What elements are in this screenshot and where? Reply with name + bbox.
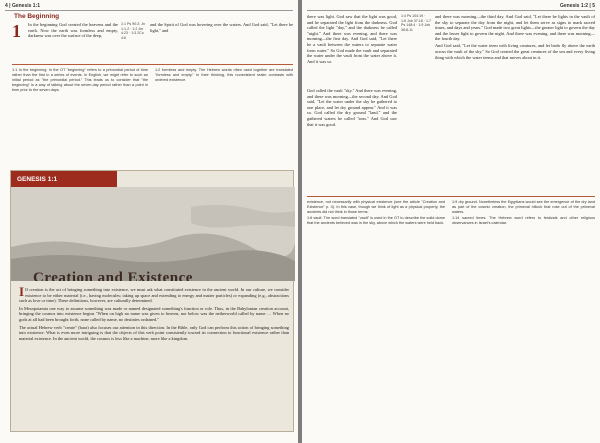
scripture-text: In the beginning God created the heavens and the earth. Now the earth was formless and empty, darkness was over the surface of the deep, [28, 22, 118, 39]
article-title: Creation and Existence [33, 270, 193, 281]
scripture-text: and there was morning—the third day. And God said, "Let there be lights in the vault of the sky to separate the day from the night, and let them serve as signs to mark sacred times, and days and years." God made two great lights—the greater light to govern the day and the lesser light to govern the night. And there was evening, and there was morning—the fourth day. [435, 14, 595, 42]
scripture-column-1 [307, 14, 397, 66]
scripture-column-3 [435, 14, 595, 62]
article-box [10, 170, 294, 432]
landscape-image [11, 187, 295, 281]
chapter-number: 1 [12, 21, 21, 41]
left-page [0, 0, 298, 443]
study-notes-column-1 [12, 68, 148, 94]
study-note: 1:1 In the beginning. In the OT "beginning" refers to a primordial period of time rather than the first in a series of events. In English, we might refer to such an initial period as "the primordial period." This leads us to consider that "the beginning" is a way of talking about the seven-day period rather than a point in time prior to the seven days. [12, 68, 148, 92]
left-running-head: 4 | Genesis 1:1 [5, 3, 41, 9]
left-header-rule [5, 10, 293, 11]
study-note: existence, not necessarily with physical existence (see the article "Creation and Existence" p. 4). In this case, though we think of light as a physical property, the ancients did not think in those terms. [307, 200, 445, 214]
scripture-column-1 [28, 22, 118, 40]
notes-divider [12, 64, 293, 65]
right-page [302, 0, 600, 443]
article-paragraph: The actual Hebrew verb "create" (bara) also focuses our attention in this direction. In the Bible, only God can perform this action of bringing something into existence. What is even more intriguing is that the objects of this verb point consistently toward its connection to functional existence rather than material existence. In the ancient world, the cosmos is less like a machine, more like a kingdom. [19, 324, 289, 341]
article-paragraph: I If creation is the act of bringing something into existence, we must ask what constituted existence in the ancient world. In our culture, we consider existence to be either material (i.e., having molecules; taking up space and extending to energy and matter particles) or expanding (e.g., abstractions such as love or time). These definitions, however, are culturally determined. [19, 284, 289, 304]
study-notes-column-1 [307, 200, 445, 227]
scripture-text: there was light. God saw that the light was good, and he separated the light from the darkness. God called the light "day," and the darkness he called "night." And there was evening, and there was morning—the first day. And God said, "Let there be a vault between the waters to separate water from water." So God made the vault and separated the water under the vault from the water above it. And it was so. [307, 14, 397, 64]
study-note: 1:14 sacred times. The Hebrew word refers to festivals and other religious observances in Israel's calendar. [452, 215, 595, 225]
study-note: 1:6 vault. The word translated "vault" is used in the OT to describe the solid dome that the ancients believed was in the sky, above which the waters were held back. [307, 215, 445, 225]
article-photo [11, 187, 295, 281]
notes-divider [307, 196, 595, 197]
section-heading: The Beginning [14, 13, 60, 20]
right-running-head: Genesis 1:2 | 5 [559, 3, 595, 9]
study-notes-column-2 [452, 200, 595, 227]
scripture-column-2 [307, 88, 397, 129]
article-paragraph: In Mesopotamia one way to assume something was made or named designated something's function or role. Thus, in the Babylonian creation account, bringing the cosmos into existence begins "When on high no name was given to heaven, nor below was the netherworld called by name … When no gods at all had been brought forth, none called by name, no destinies ordained." [19, 305, 289, 322]
study-note: 1:9 dry ground. Nonetheless the Egyptians would see the emergence of the dry land as part of the cosmic creation, the primeval hillock that rose out of the primeval waters. [452, 200, 595, 214]
cross-references: 1:4 Ps 104:19 · 1:6 Job 37:18 · 1:7 Ps 148:4 · 1:9 Job 38:8-11 [401, 14, 431, 33]
study-notes-column-2 [155, 68, 293, 84]
article-body [19, 284, 289, 343]
cross-references: 1:1 Ps 90:2; Jn 1:1-2 · 1:2 Jer 4:23 · 1:3 2Co 4:6 [121, 22, 145, 41]
drop-cap: I [19, 284, 25, 299]
scripture-text: and the Spirit of God was hovering over the waters. And God said, "Let there be light," and [150, 22, 293, 33]
scripture-text: God called the vault "sky." And there was evening, and there was morning—the second day. And God said, "Let the water under the sky be gathered to one place, and let dry ground appear." And it was so. God called the dry ground "land," and the gathered waters he called "seas." And God saw that it was good. [307, 88, 397, 127]
scripture-text: And God said, "Let the water teem with living creatures, and let birds fly above the earth across the vault of the sky." So God created the great creatures of the sea and every living thing with which the water teems and that moves about in it. [435, 43, 595, 60]
scripture-column-2 [150, 22, 293, 35]
study-note: 1:2 formless and empty. The Hebrew words often used together are translated "formless and empty." In their thinking, this nonexistent realm contrasts with ordered existence. [155, 68, 293, 82]
article-tab: GENESIS 1:1 [11, 171, 117, 187]
right-header-rule [307, 10, 595, 11]
